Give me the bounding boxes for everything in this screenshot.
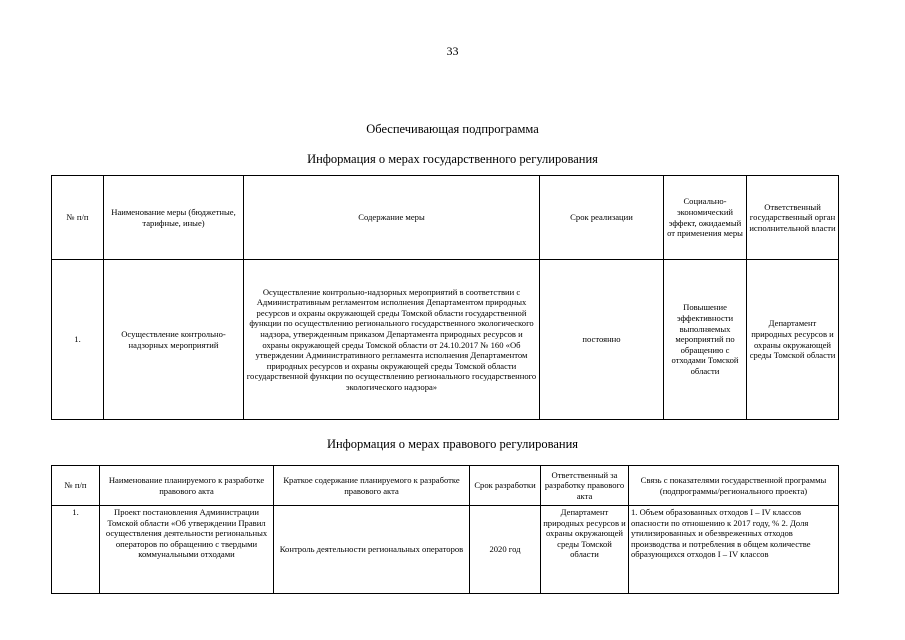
subprogram-title: Обеспечивающая подпрограмма — [366, 122, 539, 136]
table-row — [52, 260, 839, 420]
row-summary: Контроль деятельности региональных операторов — [274, 506, 470, 594]
header-responsible: Ответственный государственный орган исполнительной власти — [747, 176, 839, 260]
table-header-row — [52, 176, 839, 260]
header-measure-name: Наименование меры (бюджетные, тарифные, иные) — [104, 176, 244, 260]
header-num: № п/п — [52, 176, 104, 260]
row-effect: Повышение эффективности выполняемых мероприятий по обращению с отходами Томской области — [664, 260, 747, 420]
header-link: Связь с показателями государственной программы (подпрограммы/регионального проекта) — [629, 466, 839, 506]
row-responsible: Департамент природных ресурсов и охраны окружающей среды Томской области — [747, 260, 839, 420]
legal-regulation-title: Информация о мерах правового регулирования — [326, 437, 579, 451]
row-num: 1. — [52, 260, 104, 420]
header-summary: Краткое содержание планируемого к разработке правового акта — [274, 466, 470, 506]
header-deadline: Срок разработки — [470, 466, 541, 506]
header-act-name: Наименование планируемого к разработке правового акта — [100, 466, 274, 506]
table-row — [52, 506, 839, 594]
header-period: Срок реализации — [540, 176, 664, 260]
legal-regulation-table — [51, 465, 839, 594]
page-number: 33 — [446, 44, 459, 58]
header-effect: Социально-экономический эффект, ожидаемый от применения меры — [664, 176, 747, 260]
state-regulation-table — [51, 175, 839, 420]
header-content: Содержание меры — [244, 176, 540, 260]
row-act-name: Проект постановления Администрации Томской области «Об утверждении Правил осуществления деятельности региональных операторов по обращению с твердыми коммунальными отходами — [100, 506, 274, 594]
state-regulation-title: Информация о мерах государственного регулирования — [307, 152, 598, 166]
table-header-row — [52, 466, 839, 506]
row-measure-name: Осуществление контрольно-надзорных мероприятий — [104, 260, 244, 420]
row-link: 1. Объем образованных отходов I – IV классов опасности по отношению к 2017 году, % 2. Доля утилизированных и обезвреженных отходов производства и потребления в общем количестве образующихся отходов I – IV классов — [629, 506, 839, 594]
row-period: постоянно — [540, 260, 664, 420]
header-responsible: Ответственный за разработку правового акта — [541, 466, 629, 506]
row-num: 1. — [52, 506, 100, 594]
row-deadline: 2020 год — [470, 506, 541, 594]
row-content: Осуществление контрольно-надзорных мероприятий в соответствии с Административным регламентом исполнения Департаментом природных ресурсов и охраны окружающей среды Томской области государственной функции по осуществлению регионального государственного экологического надзора, утвержденным приказом Департамента природных ресурсов и охраны окружающей среды Томской области от 24.10.2017 № 160 «Об утверждении Административного регламента исполнения Департаментом природных ресурсов и охраны окружающей среды Томской области государственной функции по осуществлению регионального государственного экологического надзора» — [244, 260, 540, 420]
header-num: № п/п — [52, 466, 100, 506]
row-responsible: Департамент природных ресурсов и охраны окружающей среды Томской области — [541, 506, 629, 594]
